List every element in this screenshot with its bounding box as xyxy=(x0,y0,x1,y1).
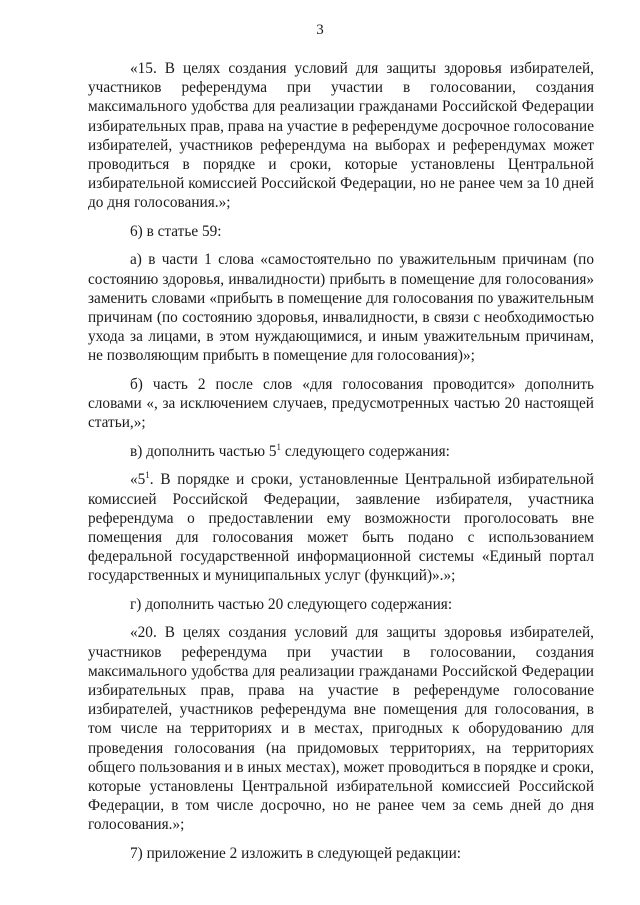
paragraph-subitem-b: б) часть 2 после слов «для голосования проводится» дополнить словами «, за исключением случаев, предусмотренных частью 20 настоящей статьи,»; xyxy=(88,375,594,432)
paragraph-item-15: «15. В целях создания условий для защиты здоровья избирателей, участников референдума при участии в голосовании, создания максимального удобства для реализации гражданами Российской Федерации избирательных прав, права на участие в референдуме досрочное голосование избирателей, участников референдума на выборах и референдумах может проводиться в порядке и сроки, которые установлены Центральной избирательной комиссией Российской Федерации, но не ранее чем за 10 дней до дня голосования.»; xyxy=(88,60,594,212)
paragraph-subitem-v xyxy=(88,442,594,461)
paragraph-text-after: следующего содержания: xyxy=(281,442,450,460)
page-number: 3 xyxy=(316,22,324,38)
document-body xyxy=(88,59,594,872)
superscript: 1 xyxy=(276,441,282,452)
paragraph-text-before: «5 xyxy=(130,471,146,489)
paragraph-text-before: в) дополнить частью 5 xyxy=(130,442,277,460)
paragraph-article-59: 6) в статье 59: xyxy=(130,222,222,240)
paragraph-part-5-1 xyxy=(88,470,594,585)
superscript: 1 xyxy=(145,470,150,481)
paragraph-subitem-g: г) дополнить частью 20 следующего содержания: xyxy=(130,595,453,613)
paragraph-subitem-a: а) в части 1 слова «самостоятельно по уважительным причинам (по состоянию здоровья, инвалидности) прибыть в помещение для голосования» заменить словами «прибыть в помещение для голосования по уважительным причинам (по состоянию здоровья, инвалидности, в связи с необходимостью ухода за лицами, в этом нуждающимися, и иным уважительным причинам, не позволяющим прибыть в помещение для голосования)»; xyxy=(88,251,594,365)
paragraph-item-7: 7) приложение 2 изложить в следующей редакции: xyxy=(130,844,462,862)
paragraph-text-after: . В порядке и сроки, установленные Центральной избирательной комиссией Российской Федерации, заявление избирателя, участника референдума о предоставлении ему возможности проголосовать вне помещения для голосования может быть подано с использованием федеральной государственной информационной системы «Единый портал государственных и муниципальных услуг (функций)».»; xyxy=(88,471,594,585)
paragraph-part-20: «20. В целях создания условий для защиты здоровья избирателей, участников референдума при участии в голосовании, создания максимального удобства для реализации гражданами Российской Федерации избирательных прав, права на участие в референдуме голосование избирателей, участников референдума вне помещения для голосования, в том числе на территориях и в местах, пригодных к оборудованию для проведения голосования (на придомовых территориях, на территориях общего пользования и в иных местах), может проводиться в порядке и сроки, которые установлены Центральной избирательной комиссией Российской Федерации, в том числе досрочно, но не ранее чем за семь дней до дня голосования.»; xyxy=(88,624,594,834)
